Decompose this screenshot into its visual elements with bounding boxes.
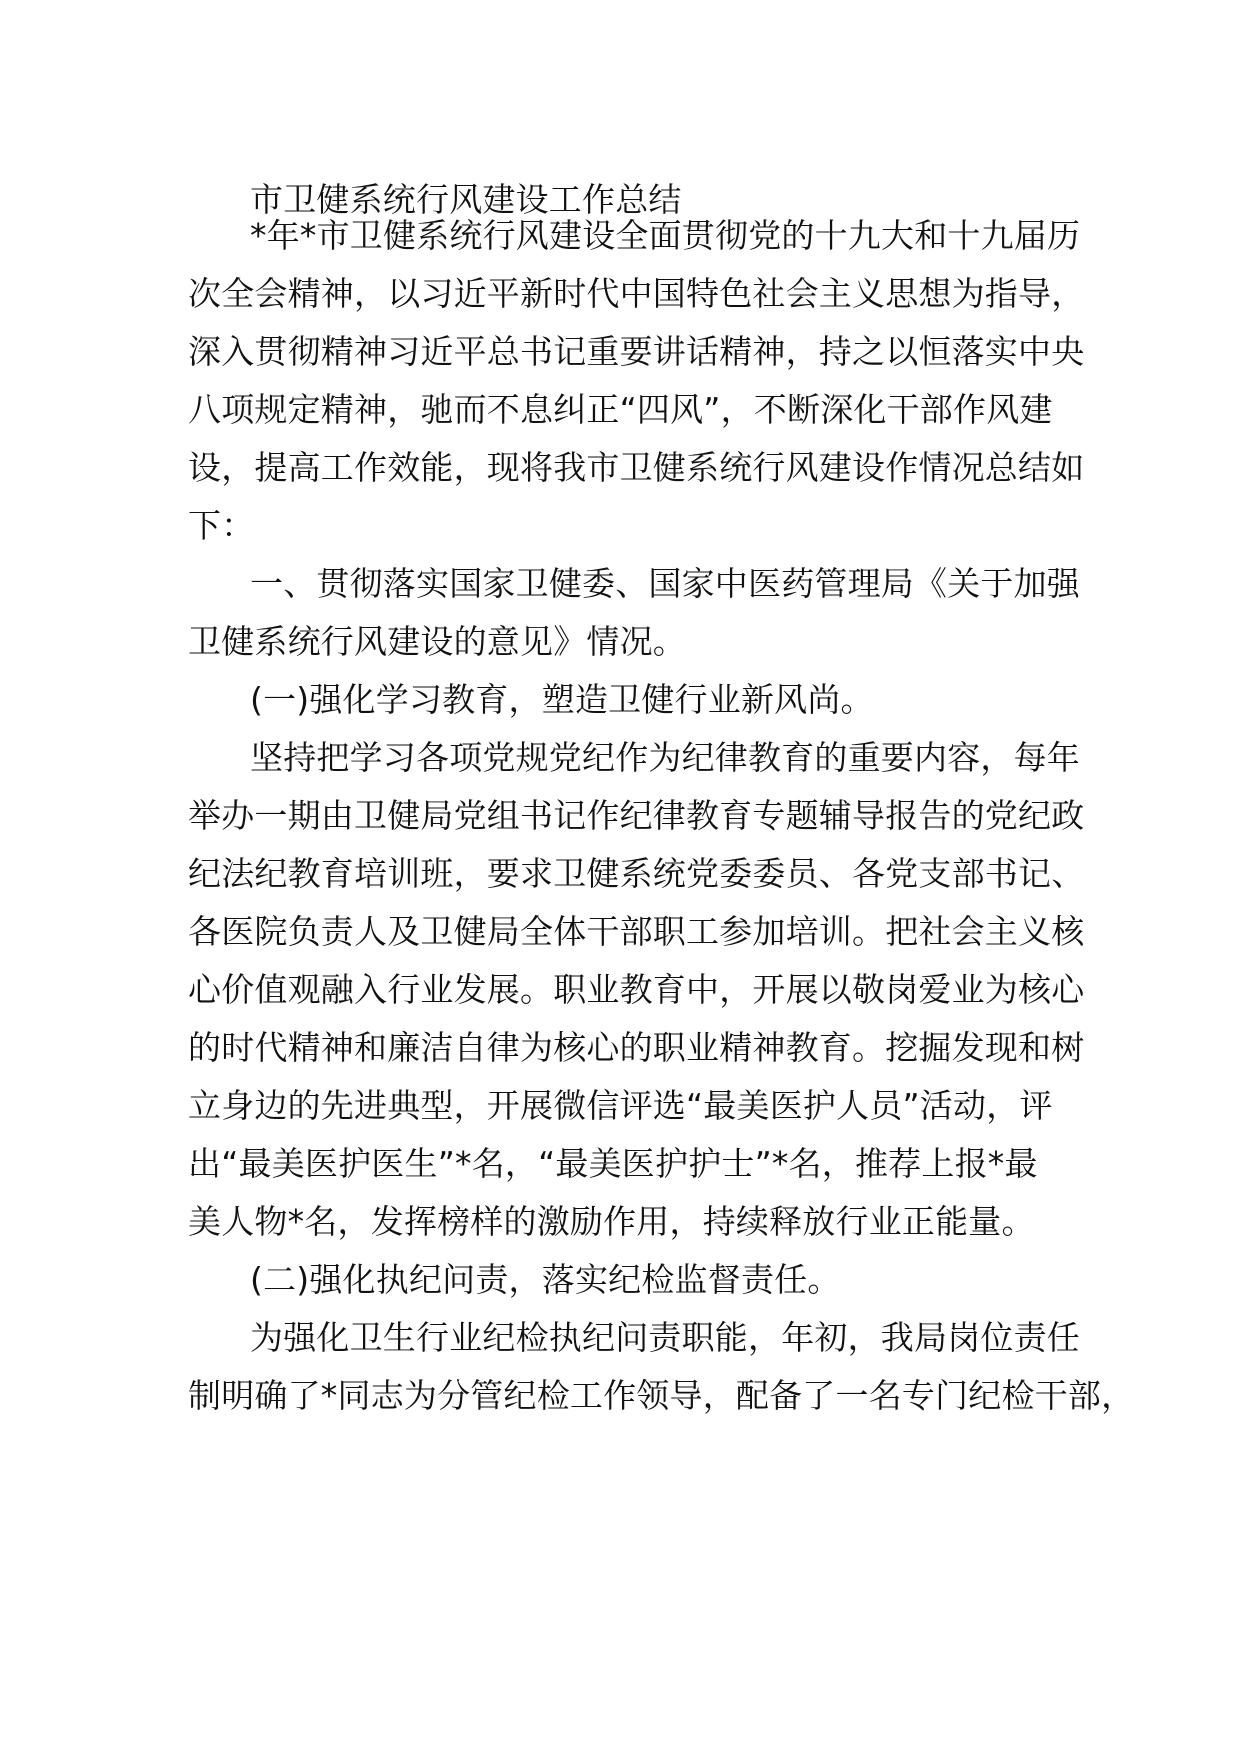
paragraph-line: 立身边的先进典型，开展微信评选“最美医护人员”活动，评 [188,1086,1053,1125]
paragraph-line: 八项规定精神，驰而不息纠正“四风”，不断深化干部作风建 [188,390,1053,429]
paragraph-line: 心价值观融入行业发展。职业教育中，开展以敬岗爱业为核心 [188,970,1085,1009]
paragraph-line: 各医院负责人及卫健局全体干部职工参加培训。把社会主义核 [188,912,1085,951]
paragraph-line: 坚持把学习各项党规党纪作为纪律教育的重要内容，每年 [250,738,1080,777]
paragraph-line: 美人物*名，发挥榜样的激励作用，持续释放行业正能量。 [188,1202,1035,1241]
paragraph-line: 设，提高工作效能，现将我市卫健系统行风建设作情况总结如 [188,448,1085,487]
subsection-heading: (二)强化执纪问责，落实纪检监督责任。 [250,1260,841,1299]
paragraph-line: 下： [188,506,255,545]
document-title: 市卫健系统行风建设工作总结 [250,180,682,219]
section-heading: 卫健系统行风建设的意见》情况。 [188,622,686,661]
paragraph-line: 制明确了*同志为分管纪检工作领导，配备了一名专门纪检干部， [188,1376,1135,1415]
paragraph-line: 深入贯彻精神习近平总书记重要讲话精神，持之以恒落实中央 [188,332,1085,371]
paragraph-line: 的时代精神和廉洁自律为核心的职业精神教育。挖掘发现和树 [188,1028,1085,1067]
section-heading: 一、贯彻落实国家卫健委、国家中医药管理局《关于加强 [250,564,1080,603]
paragraph-line: 出“最美医护医生”*名，“最美医护护士”*名，推荐上报*最 [188,1144,1038,1183]
subsection-heading: (一)强化学习教育，塑造卫健行业新风尚。 [250,680,874,719]
paragraph-line: 举办一期由卫健局党组书记作纪律教育专题辅导报告的党纪政 [188,796,1085,835]
paragraph-line: 纪法纪教育培训班，要求卫健系统党委委员、各党支部书记、 [188,854,1085,893]
paragraph-line: 为强化卫生行业纪检执纪问责职能，年初，我局岗位责任 [250,1318,1080,1357]
paragraph-line: *年*市卫健系统行风建设全面贯彻党的十九大和十九届历 [250,216,1081,255]
paragraph-line: 次全会精神，以习近平新时代中国特色社会主义思想为指导， [188,274,1085,313]
